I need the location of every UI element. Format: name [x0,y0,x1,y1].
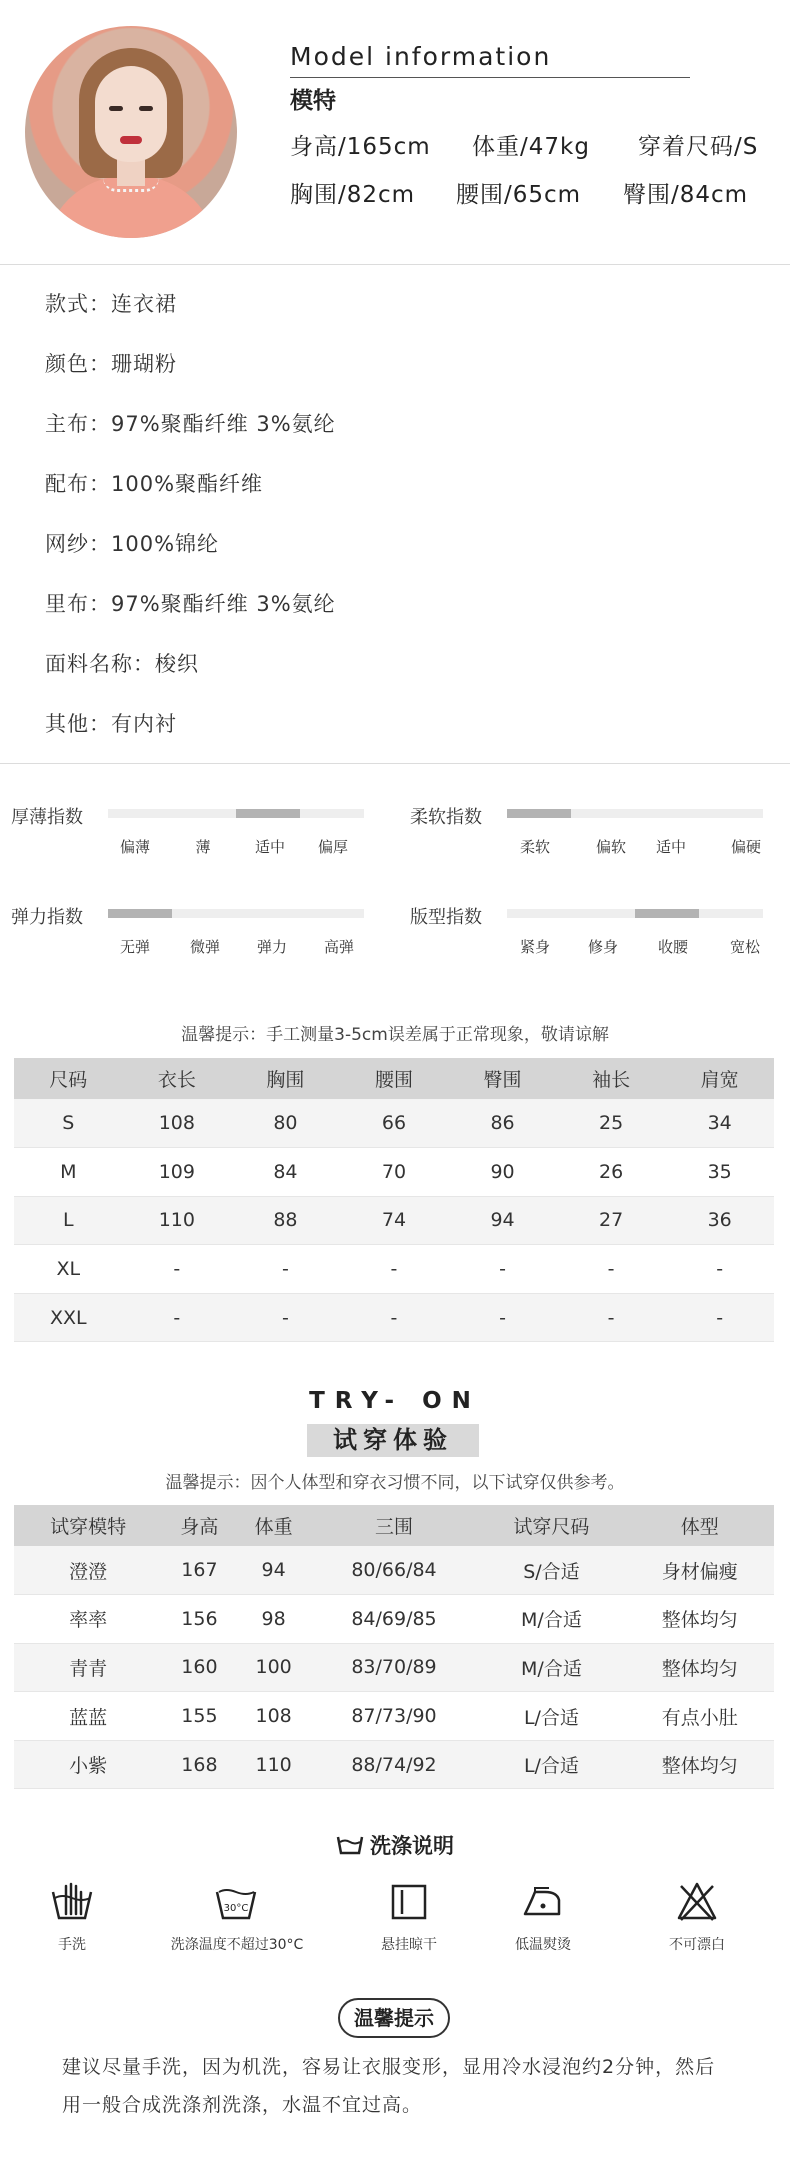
thickness-option: 薄 [195,838,211,856]
softness-index-bar [507,809,763,818]
size-table-cell: - [231,1293,340,1342]
softness-option: 偏软 [595,838,627,856]
tryon-table-cell: 108 [237,1692,311,1741]
size-table-cell: 109 [123,1148,232,1197]
info-style: 款式：连衣裙 [45,292,177,316]
size-table-cell: L [14,1196,123,1245]
tryon-table-cell: 小紫 [14,1740,162,1789]
size-table-cell: 34 [665,1099,774,1148]
size-table-header-cell: 衣长 [123,1058,232,1099]
avatar-necklace [103,178,159,192]
size-table-cell: - [123,1245,232,1294]
size-measure-note: 温馨提示：手工测量3-5cm误差属于正常现象，敬请谅解 [181,1025,609,1045]
size-table-cell: 110 [123,1196,232,1245]
elasticity-option: 无弹 [119,938,151,956]
tryon-table-cell: 167 [162,1546,236,1595]
tryon-table-cell: 整体均匀 [626,1740,774,1789]
size-table-cell: - [665,1293,774,1342]
model-title-en: Model information [290,42,552,71]
size-table-cell: 88 [231,1196,340,1245]
model-size: 穿着尺码/S [638,134,759,160]
size-table-header [14,1058,774,1099]
size-table-cell: - [448,1245,557,1294]
fit-index-fill [635,909,699,918]
hang-dry-label: 悬挂晾干 [381,1937,437,1953]
size-table-cell: 90 [448,1148,557,1197]
avatar-lips [120,136,142,144]
size-table-cell: 25 [557,1099,666,1148]
tryon-table-row [14,1643,774,1692]
softness-option: 偏硬 [730,838,762,856]
tryon-table-cell: 青青 [14,1643,162,1692]
tryon-table-cell: 澄澄 [14,1546,162,1595]
size-table-header-cell: 肩宽 [665,1058,774,1099]
tryon-table-row [14,1692,774,1741]
size-table-cell: 27 [557,1196,666,1245]
model-height: 身高/165cm [290,134,431,160]
tryon-table-row [14,1595,774,1644]
size-table-cell: 80 [231,1099,340,1148]
tryon-table-cell: 98 [237,1595,311,1644]
avatar-eye [109,106,123,111]
size-table-cell: XL [14,1245,123,1294]
elasticity-option: 弹力 [256,938,288,956]
tryon-table-header-cell: 试穿模特 [14,1505,162,1546]
size-table-cell: 66 [340,1099,449,1148]
tryon-table-cell: 率率 [14,1595,162,1644]
tryon-title-cn: 试穿体验 [307,1424,479,1457]
wash-tip-line-2: 用一般合成洗涤剂洗涤，水温不宜过高。 [62,2094,423,2116]
size-table-cell: M [14,1148,123,1197]
size-table-cell: - [340,1245,449,1294]
softness-option: 柔软 [519,838,551,856]
hand-wash-icon [50,1880,94,1924]
info-color: 颜色：珊瑚粉 [45,352,177,376]
tryon-table [14,1505,774,1789]
tryon-table-cell: 160 [162,1643,236,1692]
hand-wash-label: 手洗 [58,1937,86,1953]
softness-index-label: 柔软指数 [410,807,482,828]
tryon-table-cell: M/合适 [477,1643,625,1692]
tryon-table-header-cell: 体型 [626,1505,774,1546]
thickness-option: 适中 [254,838,286,856]
size-table-cell: 108 [123,1099,232,1148]
no-bleach-label: 不可漂白 [669,1937,725,1953]
elasticity-option: 高弹 [323,938,355,956]
tryon-table-cell: 94 [237,1546,311,1595]
model-title-divider [290,77,690,78]
size-table-cell: - [557,1293,666,1342]
tryon-table-cell: 156 [162,1595,236,1644]
tryon-table-cell: 168 [162,1740,236,1789]
tryon-table-cell: 88/74/92 [311,1740,478,1789]
size-table-row [14,1196,774,1245]
size-table-row [14,1293,774,1342]
size-table-cell: S [14,1099,123,1148]
tryon-table-cell: 身材偏瘦 [626,1546,774,1595]
tryon-table-header-cell: 体重 [237,1505,311,1546]
info-fabric-name: 面料名称：梭织 [45,652,199,676]
size-table-cell: 35 [665,1148,774,1197]
divider [0,264,790,265]
tryon-table-cell: L/合适 [477,1740,625,1789]
model-waist: 腰围/65cm [456,182,582,208]
tryon-table-row [14,1740,774,1789]
model-weight: 体重/47kg [472,134,590,160]
size-table-cell: XXL [14,1293,123,1342]
thickness-index-fill [236,809,300,818]
size-table-header-cell: 尺码 [14,1058,123,1099]
hang-dry-icon [387,1880,431,1924]
temperature-30-icon [214,1880,258,1924]
tryon-table-cell: 整体均匀 [626,1595,774,1644]
size-table-cell: 74 [340,1196,449,1245]
size-table-cell: - [340,1293,449,1342]
tryon-table-cell: 有点小肚 [626,1692,774,1741]
basin-icon [336,1834,364,1856]
info-lining: 里布：97%聚酯纤维 3%氨纶 [45,592,336,616]
wash-title-text: 洗涤说明 [370,1834,454,1858]
tryon-title-en: TRY- ON [309,1388,481,1414]
tryon-table-header-cell: 身高 [162,1505,236,1546]
fit-option: 收腰 [657,938,689,956]
tryon-table-header-cell: 三围 [311,1505,478,1546]
tryon-table-header [14,1505,774,1546]
tryon-table-cell: 蓝蓝 [14,1692,162,1741]
low-iron-icon [521,1880,565,1924]
model-avatar [25,26,237,238]
elasticity-index-label: 弹力指数 [11,907,83,928]
elasticity-index-bar [108,909,364,918]
model-title-cn: 模特 [290,88,336,114]
wash-title [0,1830,790,1860]
fit-index-label: 版型指数 [410,907,482,928]
fit-option: 宽松 [729,938,761,956]
divider [0,763,790,764]
avatar-eye [139,106,153,111]
tryon-table-cell: 整体均匀 [626,1643,774,1692]
size-table-cell: - [231,1245,340,1294]
model-info-section [0,0,790,265]
tryon-table-cell: 83/70/89 [311,1643,478,1692]
tryon-table-row [14,1546,774,1595]
temperature-30-icon-text: 30°C [223,1903,249,1914]
size-table-cell: - [557,1245,666,1294]
thickness-index-label: 厚薄指数 [11,807,83,828]
avatar-face [95,66,167,162]
size-table-cell: - [123,1293,232,1342]
tryon-table-cell: M/合适 [477,1595,625,1644]
info-mesh: 网纱：100%锦纶 [45,532,220,556]
size-table-header-cell: 胸围 [231,1058,340,1099]
size-table-cell: 36 [665,1196,774,1245]
info-other: 其他：有内衬 [45,712,177,736]
info-main-fabric: 主布：97%聚酯纤维 3%氨纶 [45,412,336,436]
size-table-cell: 84 [231,1148,340,1197]
tryon-table-cell: 80/66/84 [311,1546,478,1595]
thickness-option: 偏薄 [119,838,151,856]
softness-index-fill [507,809,571,818]
size-table-row [14,1099,774,1148]
size-table-cell: 94 [448,1196,557,1245]
tryon-table-cell: L/合适 [477,1692,625,1741]
wash-tip-line-1: 建议尽量手洗，因为机洗，容易让衣服变形，显用冷水浸泡约2分钟，然后 [62,2056,716,2078]
tryon-table-cell: S/合适 [477,1546,625,1595]
warm-tip-badge: 温馨提示 [338,1998,450,2038]
size-table-header-cell: 臀围 [448,1058,557,1099]
fit-index-bar [507,909,763,918]
no-bleach-icon [675,1880,719,1924]
size-table-cell: 70 [340,1148,449,1197]
tryon-table-cell: 84/69/85 [311,1595,478,1644]
tryon-table-header-cell: 试穿尺码 [477,1505,625,1546]
low-iron-label: 低温熨烫 [515,1937,571,1953]
size-table-header-cell: 袖长 [557,1058,666,1099]
elasticity-option: 微弹 [189,938,221,956]
temperature-label: 洗涤温度不超过30°C [170,1937,304,1953]
tryon-table-cell: 87/73/90 [311,1692,478,1741]
size-table-row [14,1245,774,1294]
size-table-cell: 86 [448,1099,557,1148]
tryon-table-cell: 155 [162,1692,236,1741]
info-secondary-fabric: 配布：100%聚酯纤维 [45,472,264,496]
softness-option: 适中 [655,838,687,856]
thickness-index-bar [108,809,364,818]
size-table-header-cell: 腰围 [340,1058,449,1099]
elasticity-index-fill [108,909,172,918]
thickness-option: 偏厚 [317,838,349,856]
tryon-note: 温馨提示：因个人体型和穿衣习惯不同，以下试穿仅供参考。 [165,1473,625,1493]
size-table-cell: - [448,1293,557,1342]
tryon-table-cell: 100 [237,1643,311,1692]
size-table-cell: - [665,1245,774,1294]
size-table-row [14,1148,774,1197]
size-table-cell: 26 [557,1148,666,1197]
model-bust: 胸围/82cm [290,182,416,208]
model-hip: 臀围/84cm [623,182,749,208]
size-table [14,1058,774,1342]
tryon-table-cell: 110 [237,1740,311,1789]
fit-option: 修身 [587,938,619,956]
fit-option: 紧身 [519,938,551,956]
